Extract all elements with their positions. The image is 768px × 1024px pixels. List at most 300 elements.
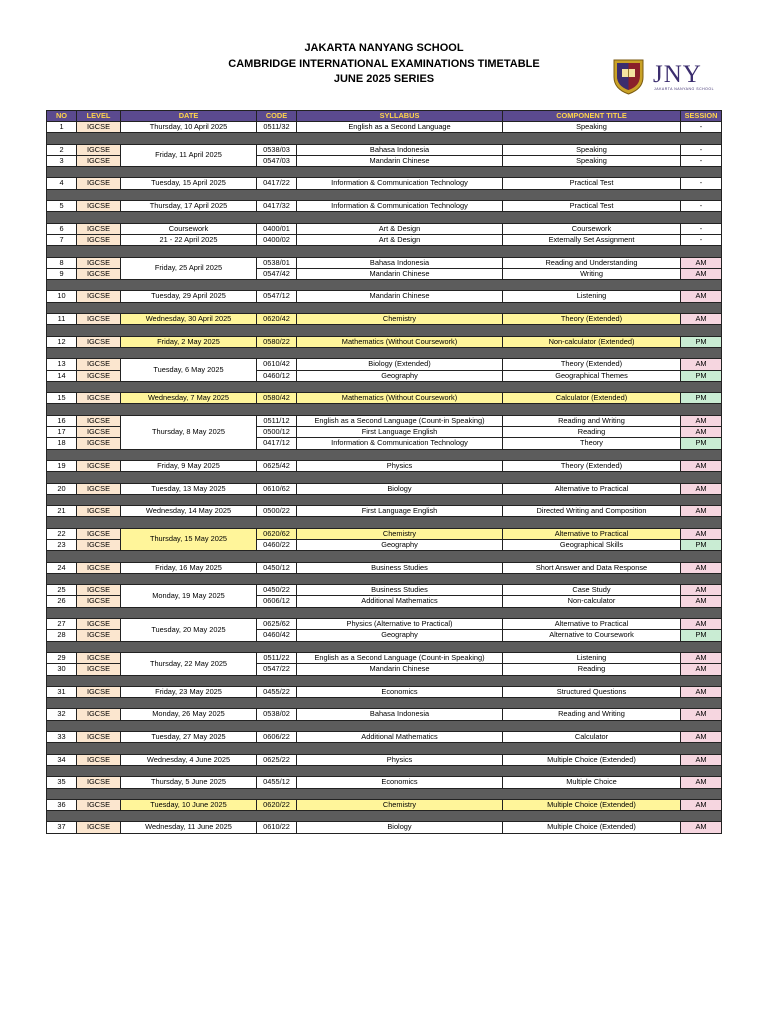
- row-component: Reading and Writing: [503, 709, 681, 720]
- row-syllabus: First Language English: [297, 506, 503, 517]
- logo-subtitle: JAKARTA NANYANG SCHOOL: [654, 87, 715, 91]
- row-date: Monday, 19 May 2025: [121, 585, 257, 608]
- table-row: [47, 686, 722, 697]
- table-row: [47, 585, 722, 596]
- row-code: 0450/22: [257, 585, 297, 596]
- row-code: 0620/62: [257, 528, 297, 539]
- table-row: [47, 415, 722, 426]
- row-level: IGCSE: [77, 799, 121, 810]
- row-number: 19: [47, 460, 77, 471]
- row-level: IGCSE: [77, 777, 121, 788]
- row-level: IGCSE: [77, 664, 121, 675]
- separator-row: [47, 212, 722, 223]
- row-component: Alternative to Coursework: [503, 630, 681, 641]
- separator-row: [47, 573, 722, 584]
- row-component: Theory (Extended): [503, 314, 681, 325]
- document-title: CAMBRIDGE INTERNATIONAL EXAMINATIONS TIMETABLE: [228, 57, 540, 70]
- row-level: IGCSE: [77, 257, 121, 268]
- table-row: [47, 257, 722, 268]
- row-code: 0625/22: [257, 754, 297, 765]
- row-code: 0547/03: [257, 155, 297, 166]
- row-session: AM: [681, 709, 722, 720]
- row-session: AM: [681, 754, 722, 765]
- row-code: 0538/02: [257, 709, 297, 720]
- row-session: AM: [681, 257, 722, 268]
- separator-row: [47, 765, 722, 776]
- row-date: Tuesday, 6 May 2025: [121, 359, 257, 382]
- col-no: NO: [47, 111, 77, 122]
- row-session: -: [681, 178, 722, 189]
- row-component: Externally Set Assignment: [503, 234, 681, 245]
- row-session: AM: [681, 799, 722, 810]
- row-component: Practical Test: [503, 178, 681, 189]
- row-number: 2: [47, 144, 77, 155]
- separator-row: [47, 675, 722, 686]
- row-code: 0625/62: [257, 619, 297, 630]
- row-component: Reading and Writing: [503, 415, 681, 426]
- row-session: AM: [681, 483, 722, 494]
- separator-cell: [47, 698, 722, 709]
- separator-cell: [47, 494, 722, 505]
- row-session: AM: [681, 268, 722, 279]
- separator-row: [47, 607, 722, 618]
- row-code: 0620/42: [257, 314, 297, 325]
- row-syllabus: Mandarin Chinese: [297, 268, 503, 279]
- row-level: IGCSE: [77, 483, 121, 494]
- row-syllabus: Chemistry: [297, 799, 503, 810]
- row-date: Wednesday, 30 April 2025: [121, 314, 257, 325]
- separator-row: [47, 788, 722, 799]
- row-number: 13: [47, 359, 77, 370]
- row-number: 6: [47, 223, 77, 234]
- row-session: AM: [681, 359, 722, 370]
- row-level: IGCSE: [77, 336, 121, 347]
- row-code: 0620/22: [257, 799, 297, 810]
- row-component: Multiple Choice (Extended): [503, 822, 681, 833]
- separator-row: [47, 302, 722, 313]
- row-component: Calculator (Extended): [503, 393, 681, 404]
- row-code: 0511/32: [257, 122, 297, 133]
- row-syllabus: Information & Communication Technology: [297, 178, 503, 189]
- table-body: [47, 122, 722, 834]
- separator-row: [47, 133, 722, 144]
- row-component: Directed Writing and Composition: [503, 506, 681, 517]
- row-session: PM: [681, 336, 722, 347]
- row-component: Reading: [503, 664, 681, 675]
- row-level: IGCSE: [77, 438, 121, 449]
- separator-cell: [47, 325, 722, 336]
- row-session: PM: [681, 438, 722, 449]
- separator-cell: [47, 743, 722, 754]
- row-session: AM: [681, 585, 722, 596]
- separator-row: [47, 404, 722, 415]
- separator-row: [47, 517, 722, 528]
- row-component: Alternative to Practical: [503, 528, 681, 539]
- table-row: [47, 144, 722, 155]
- separator-row: [47, 167, 722, 178]
- row-date: Friday, 2 May 2025: [121, 336, 257, 347]
- row-number: 20: [47, 483, 77, 494]
- row-level: IGCSE: [77, 234, 121, 245]
- row-syllabus: Economics: [297, 686, 503, 697]
- row-syllabus: Physics (Alternative to Practical): [297, 619, 503, 630]
- row-date: Tuesday, 27 May 2025: [121, 732, 257, 743]
- table-row: [47, 799, 722, 810]
- row-level: IGCSE: [77, 144, 121, 155]
- row-syllabus: Art & Design: [297, 223, 503, 234]
- row-level: IGCSE: [77, 223, 121, 234]
- row-date: Tuesday, 29 April 2025: [121, 291, 257, 302]
- row-level: IGCSE: [77, 596, 121, 607]
- row-code: 0610/42: [257, 359, 297, 370]
- row-component: Listening: [503, 291, 681, 302]
- row-session: AM: [681, 291, 722, 302]
- row-syllabus: Business Studies: [297, 562, 503, 573]
- row-component: Geographical Themes: [503, 370, 681, 381]
- col-date: DATE: [121, 111, 257, 122]
- row-session: AM: [681, 777, 722, 788]
- row-code: 0580/22: [257, 336, 297, 347]
- row-syllabus: Biology: [297, 483, 503, 494]
- separator-cell: [47, 404, 722, 415]
- row-component: Speaking: [503, 122, 681, 133]
- row-session: -: [681, 201, 722, 212]
- row-number: 1: [47, 122, 77, 133]
- row-level: IGCSE: [77, 370, 121, 381]
- row-syllabus: Mandarin Chinese: [297, 291, 503, 302]
- table-row: [47, 619, 722, 630]
- row-syllabus: Physics: [297, 754, 503, 765]
- row-syllabus: Biology: [297, 822, 503, 833]
- separator-cell: [47, 133, 722, 144]
- table-row: [47, 234, 722, 245]
- row-number: 22: [47, 528, 77, 539]
- row-syllabus: Mandarin Chinese: [297, 155, 503, 166]
- row-code: 0547/42: [257, 268, 297, 279]
- separator-cell: [47, 212, 722, 223]
- separator-cell: [47, 189, 722, 200]
- row-level: IGCSE: [77, 359, 121, 370]
- row-number: 12: [47, 336, 77, 347]
- table-row: [47, 652, 722, 663]
- separator-cell: [47, 449, 722, 460]
- table-row: [47, 460, 722, 471]
- separator-row: [47, 347, 722, 358]
- row-syllabus: Information & Communication Technology: [297, 438, 503, 449]
- row-number: 35: [47, 777, 77, 788]
- row-syllabus: Bahasa Indonesia: [297, 709, 503, 720]
- row-level: IGCSE: [77, 291, 121, 302]
- row-syllabus: Information & Communication Technology: [297, 201, 503, 212]
- row-date: Tuesday, 15 April 2025: [121, 178, 257, 189]
- row-level: IGCSE: [77, 415, 121, 426]
- row-component: Short Answer and Data Response: [503, 562, 681, 573]
- separator-cell: [47, 641, 722, 652]
- row-number: 8: [47, 257, 77, 268]
- row-session: AM: [681, 652, 722, 663]
- row-level: IGCSE: [77, 822, 121, 833]
- row-syllabus: Geography: [297, 630, 503, 641]
- table-row: [47, 336, 722, 347]
- row-code: 0547/12: [257, 291, 297, 302]
- table-row: [47, 178, 722, 189]
- table-row: [47, 732, 722, 743]
- row-code: 0460/22: [257, 539, 297, 550]
- row-session: PM: [681, 370, 722, 381]
- row-number: 16: [47, 415, 77, 426]
- separator-row: [47, 551, 722, 562]
- row-code: 0610/22: [257, 822, 297, 833]
- row-date: Friday, 23 May 2025: [121, 686, 257, 697]
- separator-cell: [47, 167, 722, 178]
- row-syllabus: Bahasa Indonesia: [297, 144, 503, 155]
- row-syllabus: English as a Second Language (Count-in Speaking): [297, 415, 503, 426]
- row-level: IGCSE: [77, 652, 121, 663]
- separator-cell: [47, 280, 722, 291]
- row-number: 15: [47, 393, 77, 404]
- row-code: 0511/22: [257, 652, 297, 663]
- row-date: Monday, 26 May 2025: [121, 709, 257, 720]
- row-date: Thursday, 17 April 2025: [121, 201, 257, 212]
- row-syllabus: Chemistry: [297, 314, 503, 325]
- row-number: 9: [47, 268, 77, 279]
- separator-row: [47, 811, 722, 822]
- row-code: 0455/12: [257, 777, 297, 788]
- table-row: [47, 122, 722, 133]
- row-level: IGCSE: [77, 460, 121, 471]
- separator-cell: [47, 607, 722, 618]
- table-row: [47, 506, 722, 517]
- crest-icon: [612, 57, 645, 95]
- row-session: AM: [681, 664, 722, 675]
- row-level: IGCSE: [77, 709, 121, 720]
- row-session: -: [681, 144, 722, 155]
- row-code: 0400/01: [257, 223, 297, 234]
- separator-cell: [47, 811, 722, 822]
- row-syllabus: First Language English: [297, 427, 503, 438]
- school-logo: [608, 57, 718, 99]
- row-component: Theory (Extended): [503, 460, 681, 471]
- row-date: Friday, 25 April 2025: [121, 257, 257, 280]
- row-component: Alternative to Practical: [503, 619, 681, 630]
- row-component: Multiple Choice (Extended): [503, 799, 681, 810]
- row-number: 21: [47, 506, 77, 517]
- row-code: 0417/32: [257, 201, 297, 212]
- row-session: AM: [681, 822, 722, 833]
- row-syllabus: Mathematics (Without Coursework): [297, 336, 503, 347]
- row-code: 0580/42: [257, 393, 297, 404]
- table-row: [47, 291, 722, 302]
- row-component: Speaking: [503, 155, 681, 166]
- row-session: AM: [681, 619, 722, 630]
- row-date: Wednesday, 11 June 2025: [121, 822, 257, 833]
- table-row: [47, 393, 722, 404]
- row-syllabus: Geography: [297, 370, 503, 381]
- table-row: [47, 201, 722, 212]
- table-row: [47, 777, 722, 788]
- row-code: 0547/22: [257, 664, 297, 675]
- row-level: IGCSE: [77, 539, 121, 550]
- separator-cell: [47, 381, 722, 392]
- row-syllabus: Geography: [297, 539, 503, 550]
- row-number: 14: [47, 370, 77, 381]
- row-date: 21 - 22 April 2025: [121, 234, 257, 245]
- row-code: 0400/02: [257, 234, 297, 245]
- row-syllabus: Business Studies: [297, 585, 503, 596]
- row-number: 33: [47, 732, 77, 743]
- separator-cell: [47, 347, 722, 358]
- separator-row: [47, 494, 722, 505]
- row-session: AM: [681, 415, 722, 426]
- separator-cell: [47, 573, 722, 584]
- row-number: 18: [47, 438, 77, 449]
- row-code: 0417/22: [257, 178, 297, 189]
- row-number: 17: [47, 427, 77, 438]
- row-code: 0417/12: [257, 438, 297, 449]
- row-number: 32: [47, 709, 77, 720]
- table-row: [47, 314, 722, 325]
- row-code: 0455/22: [257, 686, 297, 697]
- table-row: [47, 562, 722, 573]
- row-syllabus: Physics: [297, 460, 503, 471]
- row-component: Theory (Extended): [503, 359, 681, 370]
- row-number: 27: [47, 619, 77, 630]
- row-session: -: [681, 122, 722, 133]
- row-code: 0538/03: [257, 144, 297, 155]
- separator-cell: [47, 551, 722, 562]
- separator-cell: [47, 517, 722, 528]
- col-component: COMPONENT TITLE: [503, 111, 681, 122]
- row-session: AM: [681, 427, 722, 438]
- row-date: Thursday, 8 May 2025: [121, 415, 257, 449]
- row-code: 0606/22: [257, 732, 297, 743]
- row-number: 3: [47, 155, 77, 166]
- separator-row: [47, 743, 722, 754]
- row-level: IGCSE: [77, 427, 121, 438]
- row-date: Tuesday, 13 May 2025: [121, 483, 257, 494]
- row-code: 0606/12: [257, 596, 297, 607]
- row-component: Structured Questions: [503, 686, 681, 697]
- table-row: [47, 528, 722, 539]
- row-syllabus: Mandarin Chinese: [297, 664, 503, 675]
- row-number: 28: [47, 630, 77, 641]
- col-code: CODE: [257, 111, 297, 122]
- separator-row: [47, 280, 722, 291]
- separator-cell: [47, 788, 722, 799]
- row-date: Tuesday, 10 June 2025: [121, 799, 257, 810]
- separator-row: [47, 381, 722, 392]
- row-date: Tuesday, 20 May 2025: [121, 619, 257, 642]
- row-syllabus: Economics: [297, 777, 503, 788]
- row-number: 7: [47, 234, 77, 245]
- row-component: Non-calculator (Extended): [503, 336, 681, 347]
- row-number: 25: [47, 585, 77, 596]
- row-syllabus: Bahasa Indonesia: [297, 257, 503, 268]
- separator-row: [47, 720, 722, 731]
- exam-series: JUNE 2025 SERIES: [333, 73, 435, 85]
- row-syllabus: Art & Design: [297, 234, 503, 245]
- row-component: Non-calculator: [503, 596, 681, 607]
- table-row: [47, 223, 722, 234]
- row-date: Thursday, 22 May 2025: [121, 652, 257, 675]
- row-level: IGCSE: [77, 630, 121, 641]
- separator-row: [47, 472, 722, 483]
- row-session: AM: [681, 732, 722, 743]
- row-number: 10: [47, 291, 77, 302]
- table-header-row: [47, 111, 722, 122]
- row-component: Multiple Choice: [503, 777, 681, 788]
- row-level: IGCSE: [77, 506, 121, 517]
- row-number: 37: [47, 822, 77, 833]
- row-syllabus: English as a Second Language (Count-in Speaking): [297, 652, 503, 663]
- row-number: 36: [47, 799, 77, 810]
- table-row: [47, 754, 722, 765]
- row-component: Case Study: [503, 585, 681, 596]
- row-code: 0450/12: [257, 562, 297, 573]
- row-component: Listening: [503, 652, 681, 663]
- school-name: JAKARTA NANYANG SCHOOL: [304, 42, 464, 54]
- timetable: [46, 110, 722, 834]
- row-number: 4: [47, 178, 77, 189]
- row-date: Friday, 16 May 2025: [121, 562, 257, 573]
- row-code: 0511/12: [257, 415, 297, 426]
- row-component: Coursework: [503, 223, 681, 234]
- row-date: Wednesday, 14 May 2025: [121, 506, 257, 517]
- row-level: IGCSE: [77, 754, 121, 765]
- col-level: LEVEL: [77, 111, 121, 122]
- row-level: IGCSE: [77, 585, 121, 596]
- table-row: [47, 709, 722, 720]
- row-level: IGCSE: [77, 686, 121, 697]
- col-syllabus: SYLLABUS: [297, 111, 503, 122]
- row-date: Wednesday, 4 June 2025: [121, 754, 257, 765]
- separator-row: [47, 325, 722, 336]
- row-code: 0610/62: [257, 483, 297, 494]
- row-syllabus: Biology (Extended): [297, 359, 503, 370]
- row-date: Coursework: [121, 223, 257, 234]
- row-session: -: [681, 234, 722, 245]
- row-component: Multiple Choice (Extended): [503, 754, 681, 765]
- row-date: Thursday, 15 May 2025: [121, 528, 257, 551]
- row-syllabus: Additional Mathematics: [297, 732, 503, 743]
- separator-cell: [47, 246, 722, 257]
- row-syllabus: English as a Second Language: [297, 122, 503, 133]
- row-number: 5: [47, 201, 77, 212]
- row-syllabus: Chemistry: [297, 528, 503, 539]
- row-level: IGCSE: [77, 201, 121, 212]
- row-code: 0538/01: [257, 257, 297, 268]
- row-date: Friday, 9 May 2025: [121, 460, 257, 471]
- row-session: AM: [681, 528, 722, 539]
- row-level: IGCSE: [77, 314, 121, 325]
- separator-row: [47, 449, 722, 460]
- separator-row: [47, 246, 722, 257]
- row-session: -: [681, 155, 722, 166]
- row-code: 0460/12: [257, 370, 297, 381]
- row-number: 24: [47, 562, 77, 573]
- table-row: [47, 822, 722, 833]
- row-number: 11: [47, 314, 77, 325]
- table-row: [47, 359, 722, 370]
- separator-cell: [47, 472, 722, 483]
- row-component: Reading: [503, 427, 681, 438]
- row-session: AM: [681, 562, 722, 573]
- row-component: Calculator: [503, 732, 681, 743]
- row-level: IGCSE: [77, 122, 121, 133]
- separator-cell: [47, 765, 722, 776]
- row-level: IGCSE: [77, 268, 121, 279]
- separator-row: [47, 189, 722, 200]
